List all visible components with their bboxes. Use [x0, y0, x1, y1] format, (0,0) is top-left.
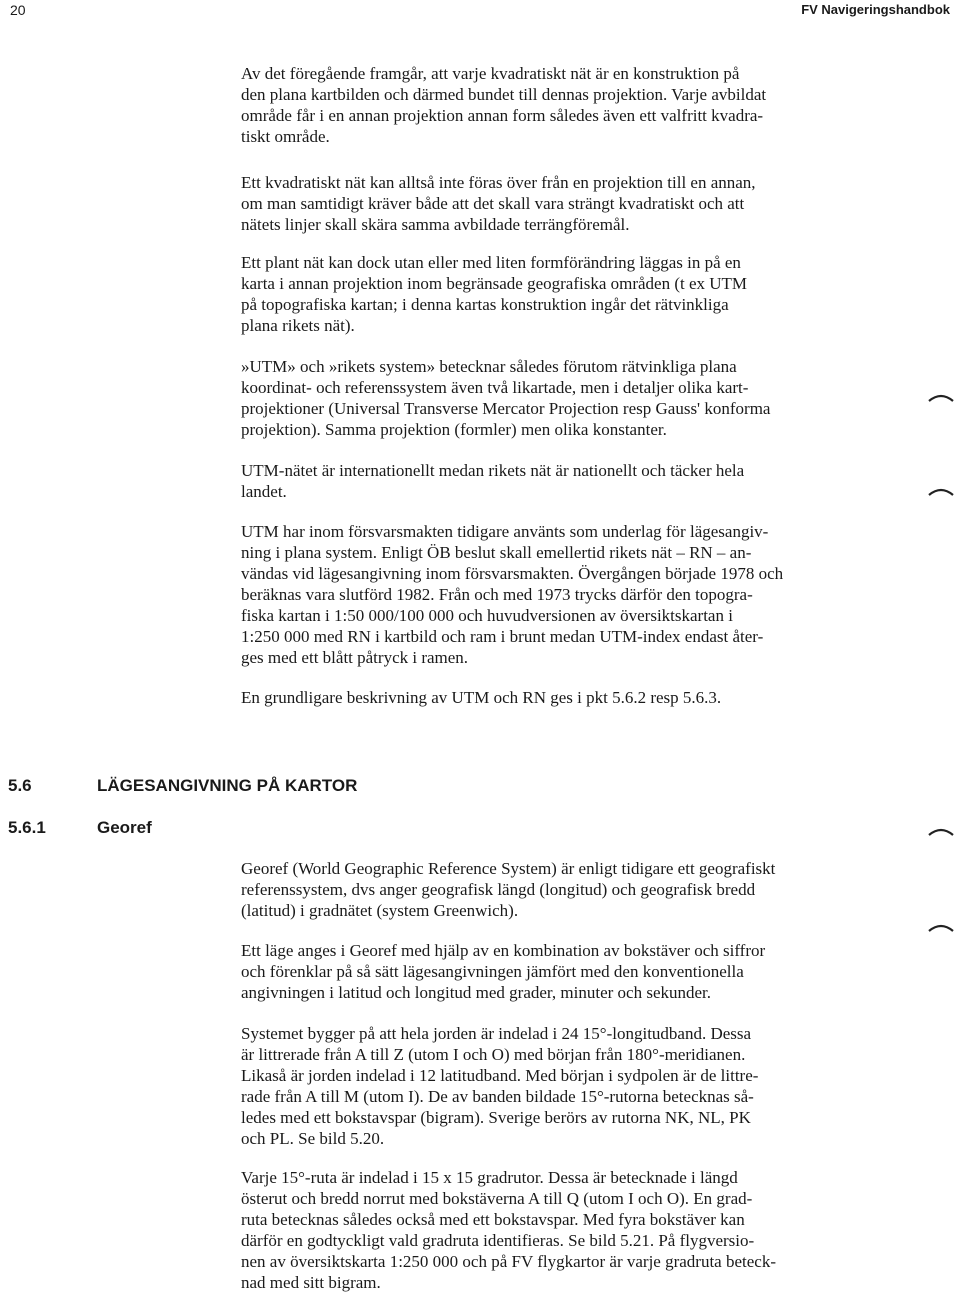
text-line: Varje 15°-ruta är indelad i 15 x 15 gradrutor. Dessa är betecknade i längd — [241, 1168, 738, 1187]
text-line: därför en godtyckligt vald gradruta identifieras. Se bild 5.21. På flygversio- — [241, 1231, 755, 1250]
margin-mark — [928, 487, 954, 497]
text-line: nen av översiktskarta 1:250 000 och på FV flygkartor är varje gradruta beteck- — [241, 1252, 777, 1271]
paragraph-3 — [241, 252, 881, 336]
margin-mark — [928, 393, 954, 403]
text-line: Av det föregående framgår, att varje kvadratiskt nät är en konstruktion på — [241, 64, 740, 83]
text-line: angivningen i latitud och longitud med grader, minuter och sekunder. — [241, 983, 712, 1002]
margin-mark — [928, 923, 954, 933]
georef-paragraph-3 — [241, 1023, 881, 1149]
page-number: 20 — [10, 2, 26, 18]
georef-paragraph-1 — [241, 858, 881, 921]
text-line: Ett plant nät kan dock utan eller med liten formförändring läggas in på en — [241, 253, 741, 272]
georef-paragraph-4 — [241, 1167, 881, 1293]
text-line: Ett läge anges i Georef med hjälp av en kombination av bokstäver och siffror — [241, 941, 766, 960]
georef-paragraph-2 — [241, 940, 881, 1003]
text-line: karta i annan projektion inom begränsade geografiska områden (t ex UTM — [241, 274, 748, 293]
text-line: UTM har inom försvarsmakten tidigare använts som underlag för lägesangiv- — [241, 522, 769, 541]
text-line: om man samtidigt kräver både att det skall vara strängt kvadratiskt och att — [241, 194, 745, 213]
margin-mark — [928, 827, 954, 837]
text-line: österut och bredd norrut med bokstäverna A till Q (utom I och O). En grad- — [241, 1189, 753, 1208]
text-line: nätets linjer skall skära samma avbildade terrängföremål. — [241, 215, 630, 234]
text-line: vändas vid lägesangivning inom försvarsmakten. Övergången började 1978 och — [241, 564, 784, 583]
text-line: projektion). Samma projektion (formler) men olika konstanter. — [241, 420, 667, 439]
text-line: fiska kartan i 1:50 000/100 000 och huvudversionen av översiktskartan i — [241, 606, 733, 625]
section-number: 5.6 — [8, 776, 32, 795]
text-line: plana rikets nät). — [241, 316, 355, 335]
text-line: den plana kartbilden och därmed bundet till dennas projektion. Varje avbildat — [241, 85, 767, 104]
book-title: FV Navigeringshandbok — [801, 2, 950, 17]
text-line: landet. — [241, 482, 287, 501]
text-line: och PL. Se bild 5.20. — [241, 1129, 385, 1148]
text-line: projektioner (Universal Transverse Mercator Projection resp Gauss' konforma — [241, 399, 771, 418]
text-line: ruta betecknas således också med ett bokstavspar. Med fyra bokstäver kan — [241, 1210, 745, 1229]
text-line: referenssystem, dvs anger geografisk längd (longitud) och geografisk bredd — [241, 880, 756, 899]
text-line: område får i en annan projektion annan form således även ett valfritt kvadra- — [241, 106, 764, 125]
text-line: Ett kvadratiskt nät kan alltså inte föras över från en projektion till en annan, — [241, 173, 756, 192]
text-line: Systemet bygger på att hela jorden är indelad i 24 15°-longitudband. Dessa — [241, 1024, 752, 1043]
paragraph-1 — [241, 63, 881, 147]
text-line: ning i plana system. Enligt ÖB beslut skall emellertid rikets nät – RN – an- — [241, 543, 752, 562]
subsection-title: Georef — [97, 818, 152, 837]
text-line: tiskt område. — [241, 127, 330, 146]
text-line: »UTM» och »rikets system» betecknar således förutom rätvinkliga plana — [241, 357, 737, 376]
section-title: LÄGESANGIVNING PÅ KARTOR — [97, 776, 358, 795]
text-line: är littrerade från A till Z (utom I och O) med början från 180°-meridianen. — [241, 1045, 746, 1064]
text-line: på topografiska kartan; i denna kartas konstruktion ingår det rätvinkliga — [241, 295, 729, 314]
text-line: rade från A till M (utom I). De av banden bildade 15°-rutorna betecknas så- — [241, 1087, 754, 1106]
paragraph-5 — [241, 460, 881, 502]
text-line: Georef (World Geographic Reference System) är enligt tidigare ett geografiskt — [241, 859, 776, 878]
paragraph-7 — [241, 687, 881, 708]
text-line: ledes med ett bokstavspar (bigram). Sverige berörs av rutorna NK, NL, PK — [241, 1108, 751, 1127]
text-line: (latitud) i gradnätet (system Greenwich). — [241, 901, 519, 920]
text-line: beräknas vara slutförd 1982. Från och med 1973 trycks därför den topogra- — [241, 585, 753, 604]
paragraph-4 — [241, 356, 881, 440]
text-line: och förenklar på så sätt lägesangivningen jämfört med den konventionella — [241, 962, 744, 981]
text-line: En grundligare beskrivning av UTM och RN ges i pkt 5.6.2 resp 5.6.3. — [241, 688, 722, 707]
text-line: koordinat- och referenssystem även två likartade, men i detaljer olika kart- — [241, 378, 749, 397]
text-line: 1:250 000 med RN i kartbild och ram i brunt medan UTM-index endast åter- — [241, 627, 764, 646]
paragraph-2 — [241, 172, 881, 235]
text-line: nad med sitt bigram. — [241, 1273, 381, 1292]
text-line: Likaså är jorden indelad i 12 latitudband. Med början i sydpolen är de littre- — [241, 1066, 759, 1085]
text-line: ges med ett blått påtryck i ramen. — [241, 648, 469, 667]
subsection-number: 5.6.1 — [8, 818, 46, 837]
paragraph-6 — [241, 521, 881, 668]
text-line: UTM-nätet är internationellt medan rikets nät är nationellt och täcker hela — [241, 461, 745, 480]
